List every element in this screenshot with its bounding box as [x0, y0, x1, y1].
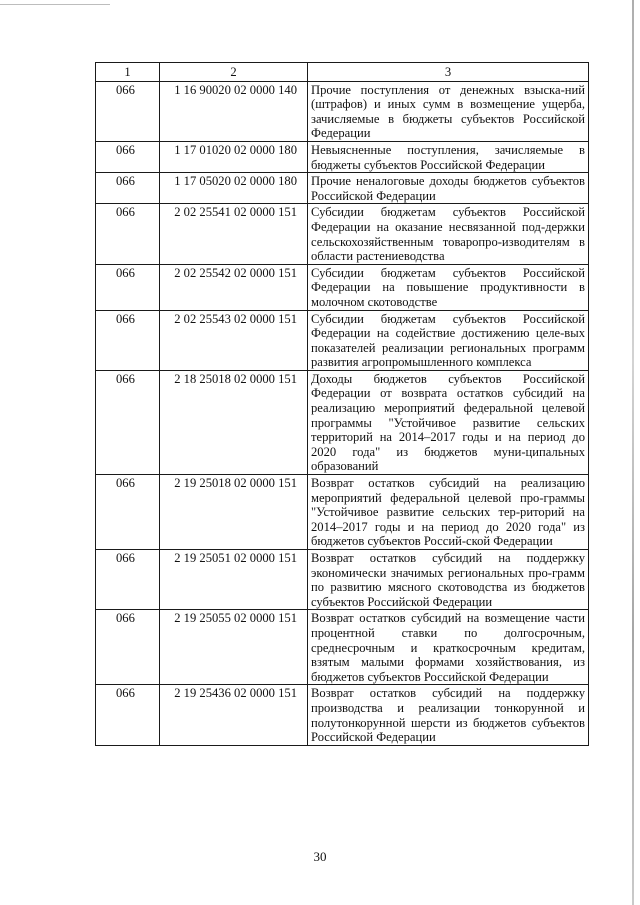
revenue-description-cell: Прочие неналоговые доходы бюджетов субъектов Российской Федерации [308, 173, 589, 204]
table-row [96, 685, 589, 745]
revenue-description-cell: Возврат остатков субсидий на возмещение части процентной ставки по долгосрочным, среднесрочным и краткосрочным кредитам, взятым малыми формами хозяйствования, из бюджетов субъектов Российской Федерации [308, 610, 589, 685]
revenue-description-cell: Субсидии бюджетам субъектов Российской Федерации на оказание несвязанной под-держки сельскохозяйственным товаропро-изводителям в области растениеводства [308, 204, 589, 264]
table-row [96, 610, 589, 685]
revenue-description-cell: Субсидии бюджетам субъектов Российской Федерации на содействие достижению целе-вых показателей реализации региональных программ развития агропромышленного комплекса [308, 310, 589, 370]
table-row [96, 141, 589, 172]
table-row [96, 81, 589, 141]
revenue-code-cell: 2 02 25543 02 0000 151 [160, 310, 308, 370]
table-row [96, 475, 589, 550]
revenue-code-cell: 1 16 90020 02 0000 140 [160, 81, 308, 141]
budget-codes-table [95, 62, 589, 746]
revenue-code-cell: 2 19 25018 02 0000 151 [160, 475, 308, 550]
revenue-code-cell: 2 02 25541 02 0000 151 [160, 204, 308, 264]
table-row [96, 550, 589, 610]
revenue-description-cell: Субсидии бюджетам субъектов Российской Федерации на повышение продуктивности в молочном скотоводстве [308, 264, 589, 310]
admin-code-cell: 066 [96, 550, 160, 610]
revenue-description-cell: Доходы бюджетов субъектов Российской Федерации от возврата остатков субсидий на реализацию мероприятий федеральной целевой программы "Устойчивое развитие сельских территорий на 2014–2017 годы и на период до 2020 года" из бюджетов муни-ципальных образований [308, 370, 589, 474]
revenue-code-cell: 2 18 25018 02 0000 151 [160, 370, 308, 474]
column-header-2: 2 [160, 63, 308, 82]
revenue-code-cell: 1 17 01020 02 0000 180 [160, 141, 308, 172]
revenue-description-cell: Невыясненные поступления, зачисляемые в бюджеты субъектов Российской Федерации [308, 141, 589, 172]
column-header-3: 3 [308, 63, 589, 82]
revenue-description-cell: Возврат остатков субсидий на поддержку производства и реализации тонкорунной и полутонкорунной шерсти из бюджетов субъектов Российской Федерации [308, 685, 589, 745]
table-row [96, 204, 589, 264]
scan-edge-right [632, 0, 634, 905]
table-header-row [96, 63, 589, 82]
admin-code-cell: 066 [96, 610, 160, 685]
admin-code-cell: 066 [96, 310, 160, 370]
admin-code-cell: 066 [96, 204, 160, 264]
revenue-description-cell: Прочие поступления от денежных взыска-ний (штрафов) и иных сумм в возмещение ущерба, зачисляемые в бюджеты субъектов Российской Федерации [308, 81, 589, 141]
revenue-description-cell: Возврат остатков субсидий на поддержку экономически значимых региональных про-грамм по развитию мясного скотоводства из бюджетов субъектов Российской Федерации [308, 550, 589, 610]
revenue-code-cell: 2 02 25542 02 0000 151 [160, 264, 308, 310]
revenue-description-cell: Возврат остатков субсидий на реализацию мероприятий федеральной целевой про-граммы "Устойчивое развитие сельских тер-риторий на 2014–2017 годы и на период до 2020 года" из бюджетов субъектов Россий-ской Федерации [308, 475, 589, 550]
admin-code-cell: 066 [96, 173, 160, 204]
admin-code-cell: 066 [96, 264, 160, 310]
revenue-code-cell: 2 19 25436 02 0000 151 [160, 685, 308, 745]
table-row [96, 370, 589, 474]
table-row [96, 173, 589, 204]
admin-code-cell: 066 [96, 370, 160, 474]
table-row [96, 310, 589, 370]
table-row [96, 264, 589, 310]
admin-code-cell: 066 [96, 141, 160, 172]
page-number: 30 [313, 849, 327, 864]
scan-edge-top [0, 4, 110, 5]
admin-code-cell: 066 [96, 685, 160, 745]
revenue-code-cell: 1 17 05020 02 0000 180 [160, 173, 308, 204]
revenue-code-cell: 2 19 25051 02 0000 151 [160, 550, 308, 610]
revenue-code-cell: 2 19 25055 02 0000 151 [160, 610, 308, 685]
column-header-1: 1 [96, 63, 160, 82]
admin-code-cell: 066 [96, 81, 160, 141]
admin-code-cell: 066 [96, 475, 160, 550]
